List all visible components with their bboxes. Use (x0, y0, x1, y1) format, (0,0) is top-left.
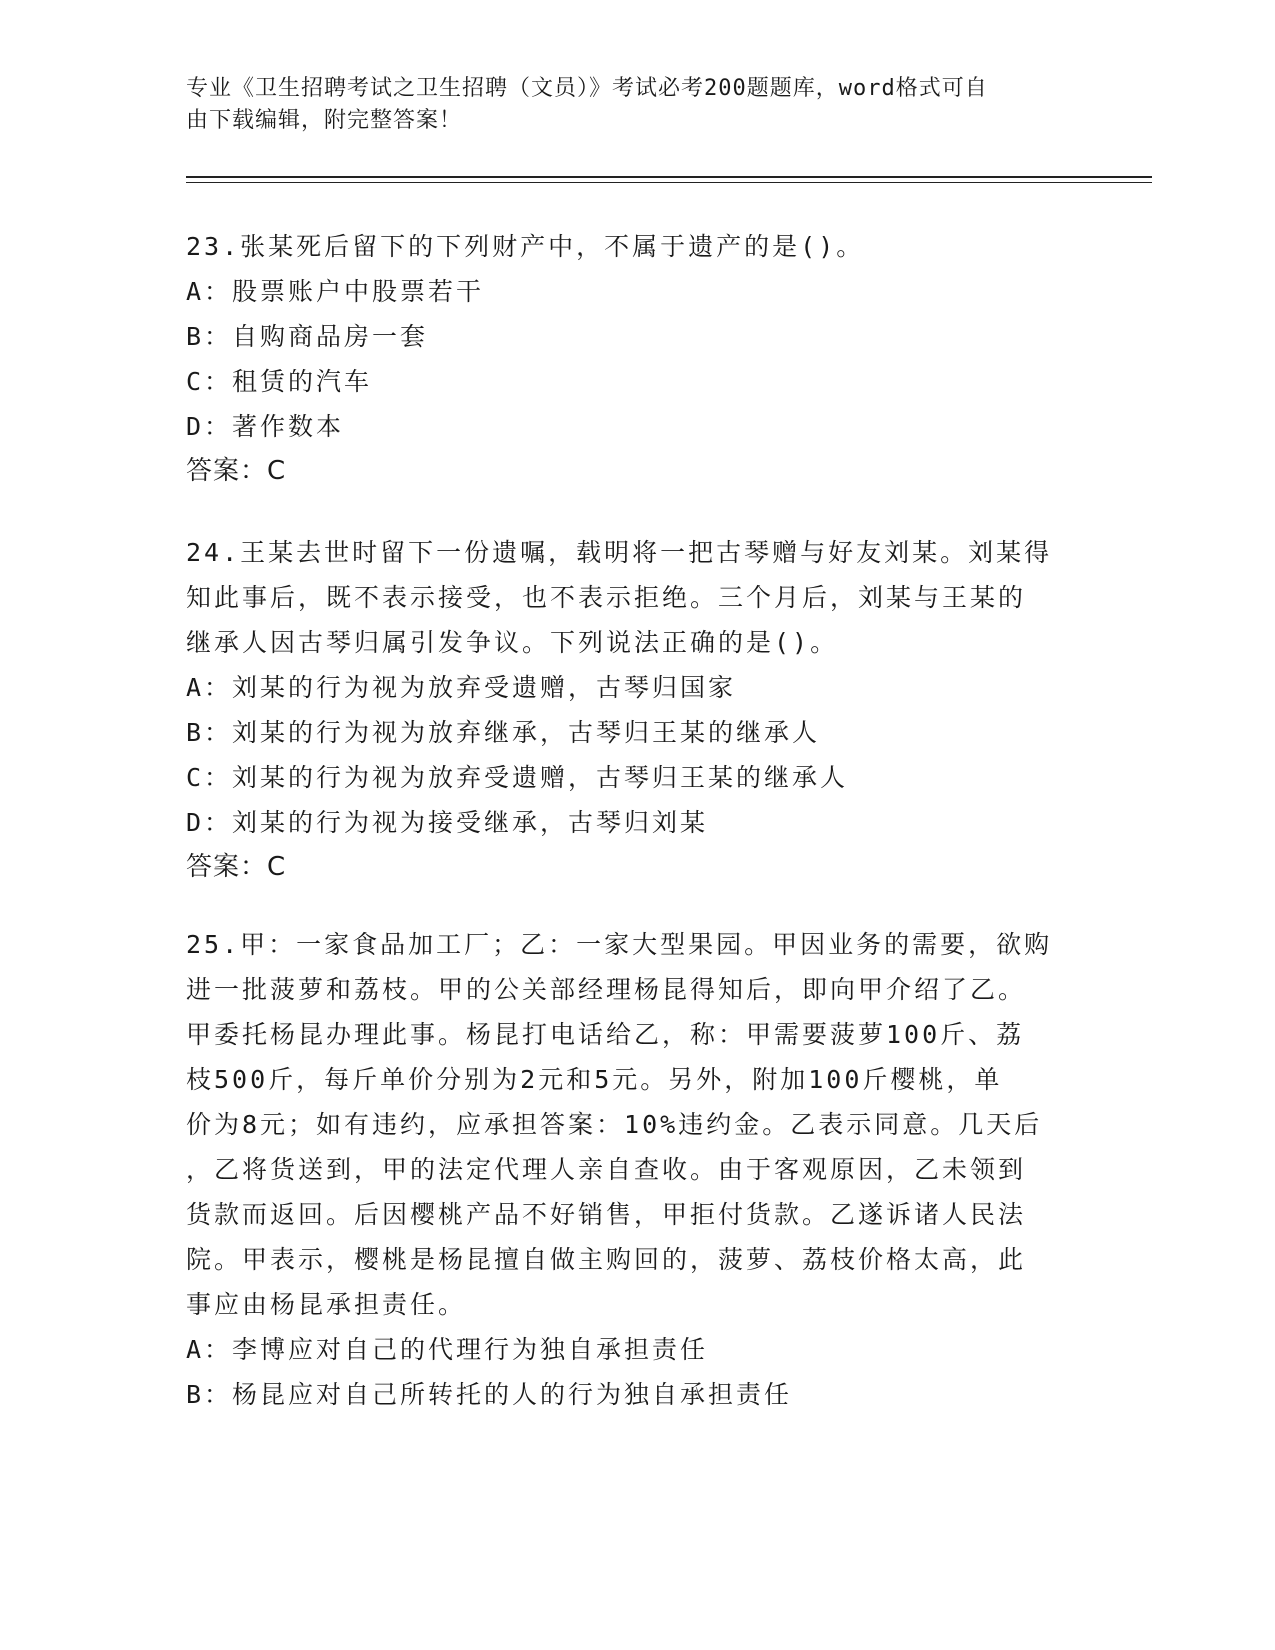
question-stem-line: 进一批菠萝和荔枝。甲的公关部经理杨昆得知后，即向甲介绍了乙。 (186, 975, 1027, 1004)
header-divider-thin (186, 182, 1152, 183)
option-b: B：刘某的行为视为放弃继承，古琴归王某的继承人 (186, 718, 821, 747)
option-a: A：刘某的行为视为放弃受遗赠，古琴归国家 (186, 673, 737, 702)
question-23 (186, 224, 1086, 494)
question-stem-line: 价为8元；如有违约，应承担答案：10%违约金。乙表示同意。几天后 (186, 1110, 1043, 1139)
header-line: 由下载编辑，附完整答案！ (186, 108, 463, 133)
answer-line: 答案：C (186, 852, 287, 882)
option-c: C：租赁的汽车 (186, 367, 373, 396)
question-stem-line: 继承人因古琴归属引发争议。下列说法正确的是()。 (186, 628, 839, 657)
question-stem-line: 货款而返回。后因樱桃产品不好销售，甲拒付货款。乙遂诉诸人民法 (186, 1200, 1027, 1229)
option-d: D：著作数本 (186, 412, 345, 441)
question-stem-line: 甲委托杨昆办理此事。杨昆打电话给乙，称：甲需要菠萝100斤、荔 (186, 1020, 1025, 1049)
option-d: D：刘某的行为视为接受继承，古琴归刘某 (186, 808, 709, 837)
question-stem-line: 知此事后，既不表示接受，也不表示拒绝。三个月后，刘某与王某的 (186, 583, 1027, 612)
header-divider-thick (186, 176, 1152, 178)
option-c: C：刘某的行为视为放弃受遗赠，古琴归王某的继承人 (186, 763, 849, 792)
answer-line: 答案：C (186, 456, 287, 486)
question-stem-line: 枝500斤，每斤单价分别为2元和5元。另外，附加100斤樱桃，单 (186, 1065, 1003, 1094)
question-stem-line: 24.王某去世时留下一份遗嘱，载明将一把古琴赠与好友刘某。刘某得 (186, 538, 1053, 567)
option-a: A：股票账户中股票若干 (186, 277, 485, 306)
option-a: A：李博应对自己的代理行为独自承担责任 (186, 1335, 709, 1364)
document-header (186, 73, 1086, 137)
question-24 (186, 530, 1086, 890)
option-b: B：自购商品房一套 (186, 322, 429, 351)
question-stem-line: 院。甲表示，樱桃是杨昆擅自做主购回的，菠萝、荔枝价格太高，此 (186, 1245, 1027, 1274)
question-stem-line: 23.张某死后留下的下列财产中，不属于遗产的是()。 (186, 232, 865, 261)
question-stem-line: ，乙将货送到，甲的法定代理人亲自查收。由于客观原因，乙未领到 (186, 1155, 1027, 1184)
question-stem-line: 25.甲：一家食品加工厂；乙：一家大型果园。甲因业务的需要，欲购 (186, 930, 1053, 959)
header-line: 专业《卫生招聘考试之卫生招聘（文员）》考试必考200题题库，word格式可自 (186, 76, 988, 101)
option-b: B：杨昆应对自己所转托的人的行为独自承担责任 (186, 1380, 793, 1409)
question-stem-line: 事应由杨昆承担责任。 (186, 1290, 467, 1319)
question-25 (186, 922, 1086, 1417)
